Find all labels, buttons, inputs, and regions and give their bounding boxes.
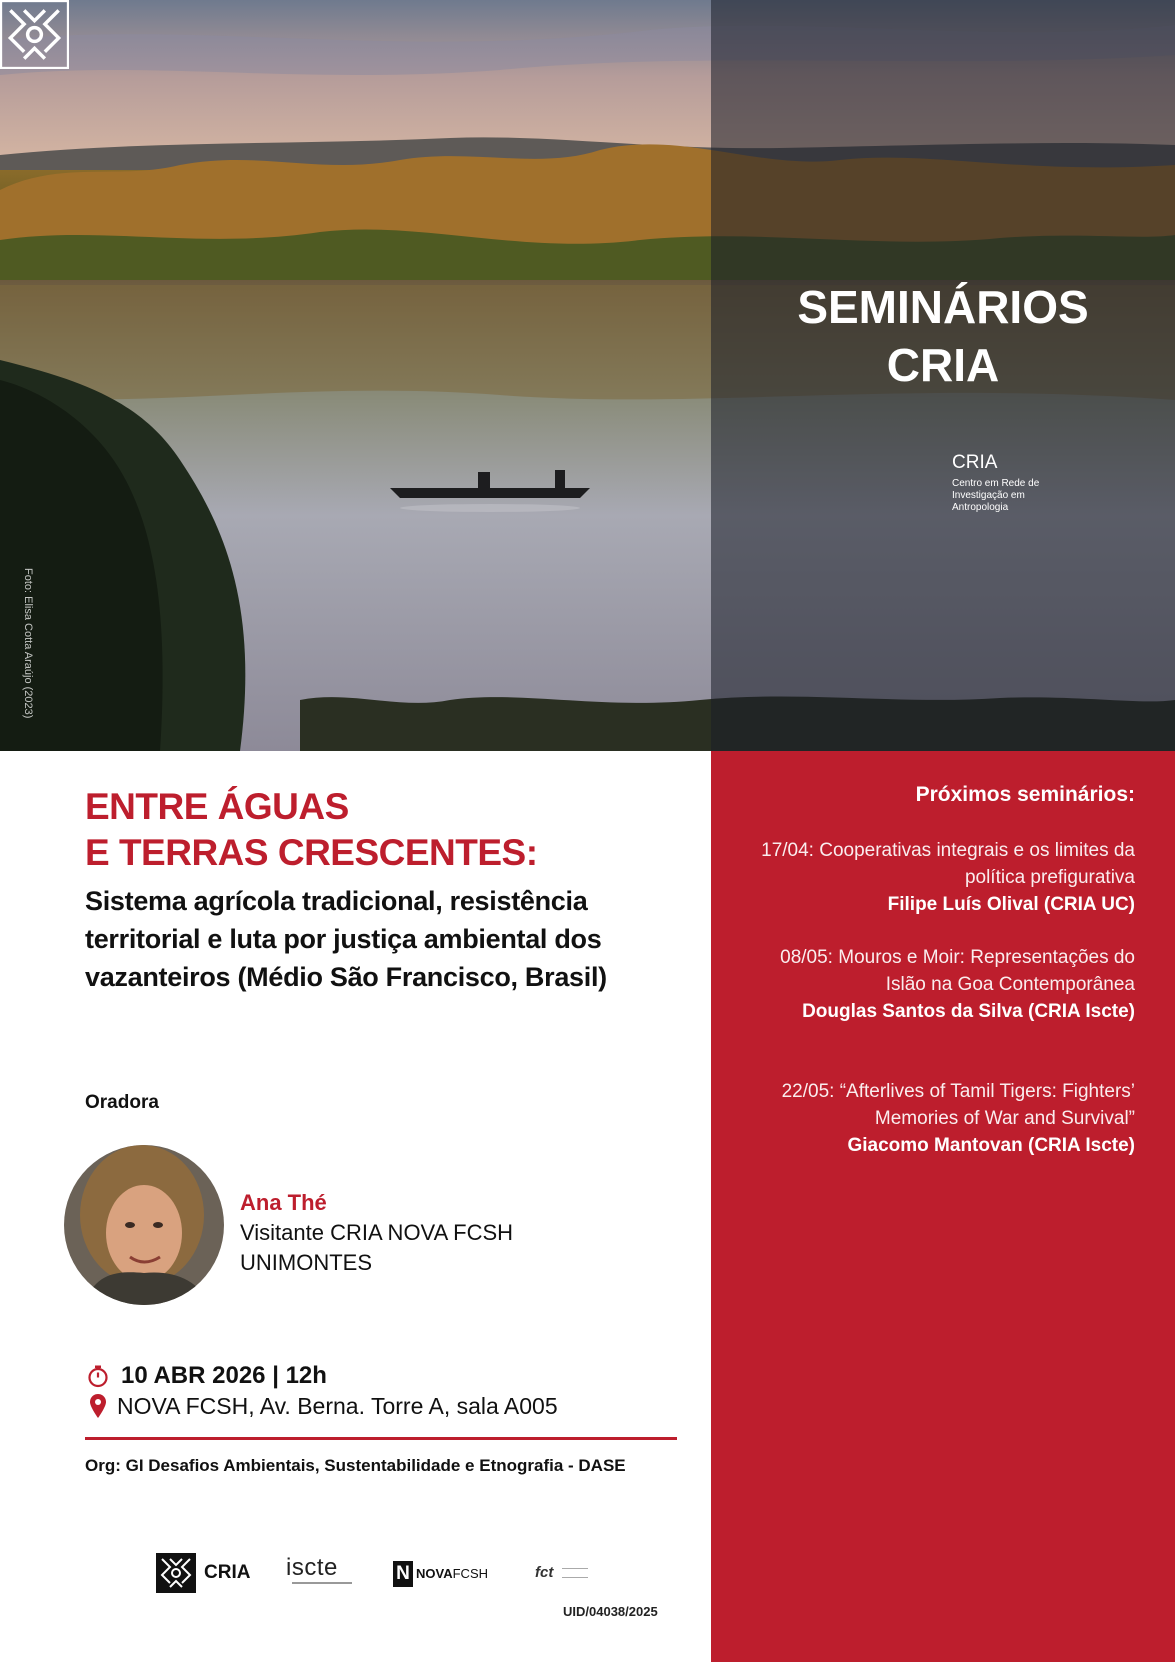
event-subtitle: Sistema agrícola tradicional, resistência territorial e luta por justiça ambiental dos vazanteiros (Médio São Francisco, Brasil) (85, 886, 607, 992)
speaker-avatar (64, 1145, 224, 1305)
upcoming-seminar-item (735, 1078, 1135, 1159)
event-title (85, 784, 538, 876)
fct-logo-subline (562, 1568, 588, 1578)
cover-photo (0, 0, 1175, 751)
stopwatch-icon (86, 1364, 110, 1388)
upcoming-seminar-item (735, 837, 1135, 918)
seminar-title: 17/04: Cooperativas integrais e os limites da política prefigurativa (761, 840, 1135, 888)
event-venue: NOVA FCSH, Av. Berna. Torre A, sala A005 (117, 1393, 558, 1419)
upcoming-seminar-item (735, 944, 1135, 1025)
photo-credit: Foto: Elisa Cotta Araújo (2023) (22, 568, 34, 719)
series-title-line-1: SEMINÁRIOS (797, 281, 1089, 333)
divider (85, 1437, 677, 1440)
nova-logo-mark: N (393, 1561, 413, 1587)
event-date-time: 10 ABR 2026 | 12h (121, 1362, 327, 1389)
nova-logo-rest: FCSH (452, 1566, 488, 1581)
nova-fcsh-partner-logo (416, 1566, 488, 1581)
cria-logo-icon (0, 0, 69, 69)
cria-partner-logo: CRIA (204, 1562, 251, 1583)
cria-partner-logo-icon (156, 1553, 196, 1593)
cria-logo-tagline: Centro em Rede de Investigação em Antropologia (952, 478, 1040, 513)
seminar-speaker: Giacomo Mantovan (CRIA Iscte) (847, 1135, 1135, 1156)
series-title-line-2: CRIA (886, 339, 1000, 391)
speaker-label: Oradora (85, 1092, 159, 1113)
speaker-name: Ana Thé (240, 1190, 327, 1215)
nova-logo-bold: NOVA (416, 1566, 453, 1581)
seminar-title: 08/05: Mouros e Moir: Representações do Islão na Goa Contemporânea (780, 947, 1135, 995)
organizer: Org: GI Desafios Ambientais, Sustentabilidade e Etnografia - DASE (85, 1456, 626, 1475)
speaker-photo (64, 1145, 224, 1305)
seminar-title: 22/05: “Afterlives of Tamil Tigers: Fighters’ Memories of War and Survival” (781, 1081, 1135, 1129)
speaker-affiliation: Visitante CRIA NOVA FCSH (240, 1220, 514, 1245)
seminar-speaker: Douglas Santos da Silva (CRIA Iscte) (802, 1001, 1135, 1022)
upcoming-heading: Próximos seminários: (915, 783, 1135, 806)
location-pin-icon (90, 1394, 106, 1418)
event-title-line-2: E TERRAS CRESCENTES: (85, 832, 538, 873)
funding-uid: UID/04038/2025 (563, 1604, 658, 1619)
cria-logo-name: CRIA (952, 452, 998, 473)
speaker-affiliation: UNIMONTES (240, 1250, 372, 1275)
iscte-logo-subline (292, 1582, 352, 1584)
series-title (711, 278, 1175, 394)
seminar-speaker: Filipe Luís Olival (CRIA UC) (887, 894, 1135, 915)
iscte-partner-logo: iscte (286, 1554, 338, 1581)
event-title-line-1: ENTRE ÁGUAS (85, 786, 349, 827)
fct-partner-logo: fct (535, 1564, 554, 1581)
